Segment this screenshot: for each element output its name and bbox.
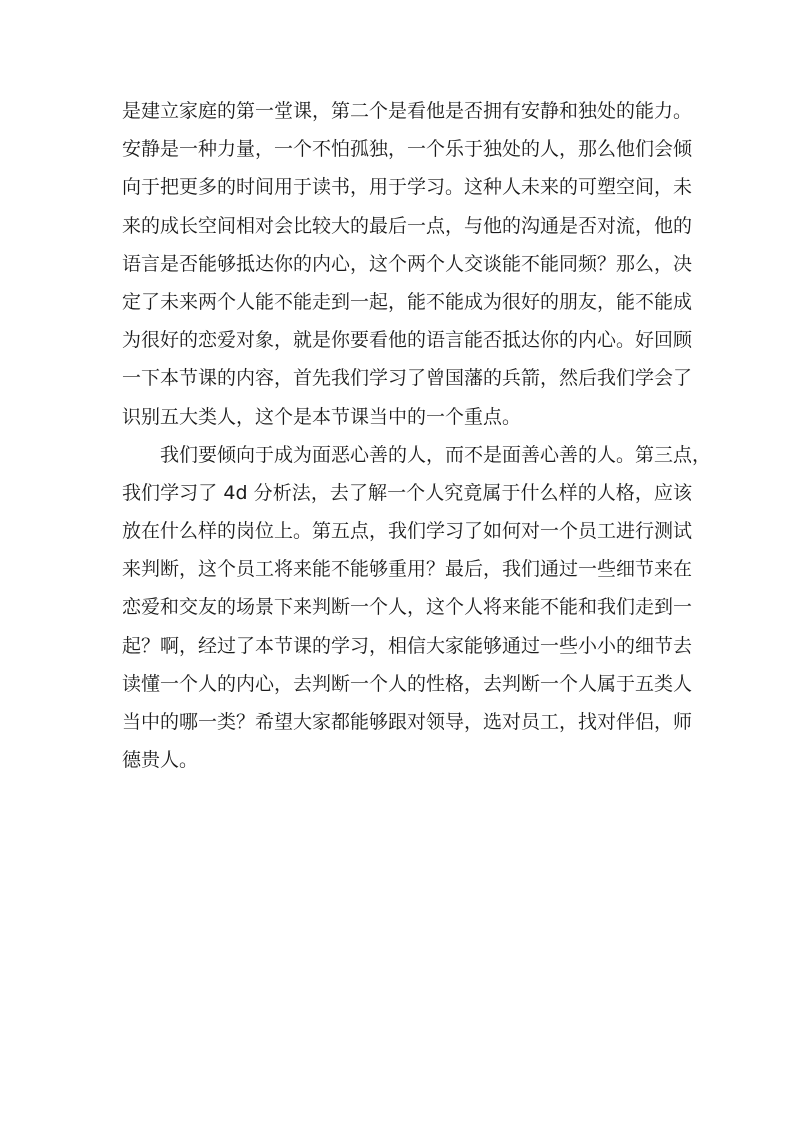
text-line: 定了未来两个人能不能走到一起，能不能成为很好的朋友，能不能成 bbox=[122, 290, 693, 313]
text-line: 安静是一种力量，一个不怕孤独，一个乐于独处的人，那么他们会倾 bbox=[122, 138, 693, 161]
text-line: 放在什么样的岗位上。第五点，我们学习了如何对一个员工进行测试 bbox=[122, 520, 693, 543]
text-line: 语言是否能够抵达你的内心，这个两个人交谈能不能同频？那么，决 bbox=[122, 252, 693, 275]
text-line: 向于把更多的时间用于读书，用于学习。这种人未来的可塑空间，未 bbox=[122, 176, 693, 199]
text-line: 读懂一个人的内心，去判断一个人的性格，去判断一个人属于五类人 bbox=[122, 672, 693, 695]
text-line: 是建立家庭的第一堂课，第二个是看他是否拥有安静和独处的能力。 bbox=[122, 100, 693, 122]
text-line: 恋爱和交友的场景下来判断一个人，这个人将来能不能和我们走到一 bbox=[122, 596, 693, 619]
text-line: 来的成长空间相对会比较大的最后一点，与他的沟通是否对流，他的 bbox=[122, 214, 693, 237]
text-line: 德贵人。 bbox=[122, 749, 199, 772]
text-line: 识别五大类人，这个是本节课当中的一个重点。 bbox=[122, 405, 522, 428]
text-line: 一下本节课的内容，首先我们学习了曾国藩的兵箭，然后我们学会了 bbox=[122, 367, 693, 390]
text-line: 起？啊，经过了本节课的学习，相信大家能够通过一些小小的细节去 bbox=[122, 634, 693, 657]
text-line: 我们要倾向于成为面恶心善的人，而不是面善心善的人。第三点， bbox=[160, 443, 712, 466]
text-line: 当中的哪一类？希望大家都能够跟对领导，选对员工，找对伴侣，师 bbox=[122, 711, 693, 733]
text-line: 为很好的恋爱对象，就是你要看他的语言能否抵达你的内心。好回顾 bbox=[122, 329, 693, 352]
text-line: 我们学习了 4d 分析法，去了解一个人究竟属于什么样的人格，应该 bbox=[122, 481, 692, 504]
text-line: 来判断，这个员工将来能不能够重用？最后，我们通过一些细节来在 bbox=[122, 558, 693, 581]
body-text bbox=[122, 92, 712, 779]
